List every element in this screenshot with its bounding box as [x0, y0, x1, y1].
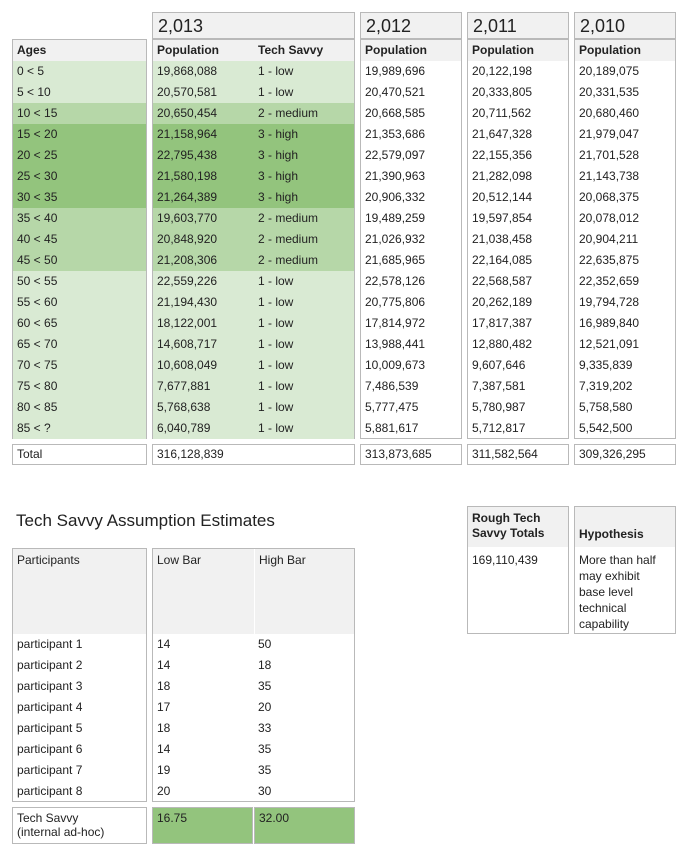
participants-header: [13, 549, 146, 634]
low-bar-value: 18: [157, 679, 171, 693]
population-value: 21,038,458: [472, 232, 533, 246]
population-value: 17,814,972: [365, 316, 426, 330]
year-2010-row: [575, 145, 675, 166]
ages-column: [12, 39, 147, 439]
population-header: Population: [365, 43, 427, 57]
year-2010-row: [575, 397, 675, 418]
participant-bar-row: [153, 739, 354, 760]
ages-header: Ages: [17, 43, 47, 57]
age-range: 65 < 70: [17, 337, 58, 351]
tech-savvy-value: 1 - low: [258, 85, 294, 99]
year-2012-row: [361, 187, 461, 208]
year-2010-row: [575, 103, 675, 124]
year-2013-row: [153, 397, 354, 418]
population-value: 20,068,375: [579, 190, 640, 204]
age-range: 10 < 15: [17, 106, 58, 120]
population-value: 20,570,581: [157, 85, 218, 99]
year-2013-row: [153, 376, 354, 397]
age-range: 30 < 35: [17, 190, 58, 204]
low-bar-value: 14: [157, 658, 171, 672]
year-2012-row: [361, 103, 461, 124]
population-value: 19,603,770: [157, 211, 218, 225]
low-bar-value: 20: [157, 784, 171, 798]
year-2013-row: [153, 418, 354, 439]
year-2013-row: [153, 82, 354, 103]
total-2011: [467, 444, 569, 465]
participant-row: [13, 676, 146, 697]
high-bar-value: 35: [258, 679, 272, 693]
population-value: 20,680,460: [579, 106, 640, 120]
participant-bar-row: [153, 634, 354, 655]
participant-row: [13, 739, 146, 760]
year-2013-row: [153, 313, 354, 334]
participant-name: participant 4: [17, 700, 83, 714]
year-2013-header-row: [153, 40, 354, 61]
year-2010-row: [575, 124, 675, 145]
estimates-title: Tech Savvy Assumption Estimates: [16, 511, 275, 530]
tech-savvy-value: 1 - low: [258, 421, 294, 435]
participant-row: [13, 634, 146, 655]
total-2013: [152, 444, 355, 465]
high-bar-value: 35: [258, 742, 272, 756]
tech-savvy-value: 1 - low: [258, 358, 294, 372]
population-header: Population: [579, 43, 641, 57]
age-row: [13, 355, 146, 376]
year-2012-row: [361, 208, 461, 229]
year-2013-row: [153, 229, 354, 250]
participant-bar-row: [153, 760, 354, 781]
participant-name: participant 1: [17, 637, 83, 651]
population-value: 19,868,088: [157, 64, 218, 78]
participant-bar-row: [153, 718, 354, 739]
year-2011-row: [468, 313, 568, 334]
year-2011-row: [468, 271, 568, 292]
year-2011-row: [468, 397, 568, 418]
age-range: 40 < 45: [17, 232, 58, 246]
year-2012-row: [361, 61, 461, 82]
year-2010-row: [575, 61, 675, 82]
year-2010-row: [575, 166, 675, 187]
low-bar-value: 19: [157, 763, 171, 777]
year-2012-row: [361, 418, 461, 439]
year-label: 2,010: [580, 16, 626, 36]
population-value: 22,164,085: [472, 253, 533, 267]
population-value: 16,989,840: [579, 316, 640, 330]
participant-name: participant 3: [17, 679, 83, 693]
age-row: [13, 145, 146, 166]
year-2011-row: [468, 250, 568, 271]
year-header-2012: [360, 12, 462, 39]
high-bar-value: 18: [258, 658, 272, 672]
year-2012-row: [361, 334, 461, 355]
year-2013-row: [153, 208, 354, 229]
year-2010-column: [574, 39, 676, 439]
year-2013-row: [153, 334, 354, 355]
population-value: 20,775,806: [365, 295, 426, 309]
population-value: 7,319,202: [579, 379, 633, 393]
low-bar-value: 18: [157, 721, 171, 735]
year-2010-row: [575, 334, 675, 355]
year-2011-column: [467, 39, 569, 439]
population-value: 10,009,673: [365, 358, 426, 372]
year-2012-row: [361, 166, 461, 187]
participants-header-text: Participants: [17, 553, 80, 567]
year-2011-row: [468, 187, 568, 208]
population-value: 22,578,126: [365, 274, 426, 288]
year-2012-row: [361, 229, 461, 250]
population-value: 21,701,528: [579, 148, 640, 162]
population-value: 20,668,585: [365, 106, 426, 120]
population-value: 21,282,098: [472, 169, 533, 183]
population-value: 21,390,963: [365, 169, 426, 183]
age-row: [13, 397, 146, 418]
year-2010-row: [575, 208, 675, 229]
participant-row: [13, 697, 146, 718]
participant-bar-row: [153, 676, 354, 697]
population-value: 21,143,738: [579, 169, 640, 183]
year-2010-row: [575, 313, 675, 334]
tech-savvy-value: 3 - high: [258, 190, 299, 204]
rough-totals-value: 169,110,439: [472, 553, 538, 567]
population-value: 21,194,430: [157, 295, 218, 309]
population-value: 5,768,638: [157, 400, 211, 414]
year-2013-row: [153, 166, 354, 187]
year-2010-row: [575, 271, 675, 292]
year-2013-row: [153, 355, 354, 376]
population-value: 22,579,097: [365, 148, 426, 162]
age-row: [13, 166, 146, 187]
hypothesis-line: base level: [579, 585, 634, 599]
summary-low-value: 16.75: [152, 807, 253, 844]
age-range: 50 < 55: [17, 274, 58, 288]
total-2010: [574, 444, 676, 465]
year-2010-row: [575, 355, 675, 376]
summary-high-value: 32.00: [254, 807, 355, 844]
population-value: 5,780,987: [472, 400, 526, 414]
population-value: 20,331,535: [579, 85, 640, 99]
population-value: 9,607,646: [472, 358, 526, 372]
year-2010-header-row: [575, 40, 675, 61]
hypothesis-line: More than half: [579, 553, 656, 567]
population-value: 20,650,454: [157, 106, 218, 120]
tech-savvy-value: 1 - low: [258, 295, 294, 309]
year-2010-row: [575, 418, 675, 439]
population-value: 5,777,475: [365, 400, 419, 414]
year-2011-row: [468, 61, 568, 82]
low-bar-value: 14: [157, 637, 171, 651]
population-value: 22,568,587: [472, 274, 533, 288]
year-2011-row: [468, 82, 568, 103]
year-2010-row: [575, 292, 675, 313]
year-2012-row: [361, 124, 461, 145]
population-header: Population: [157, 43, 219, 57]
year-2012-row: [361, 250, 461, 271]
age-row: [13, 82, 146, 103]
population-value: 20,262,189: [472, 295, 533, 309]
participants-column: [12, 548, 147, 802]
participant-row: [13, 655, 146, 676]
population-value: 21,208,306: [157, 253, 218, 267]
age-row: [13, 376, 146, 397]
participant-name: participant 7: [17, 763, 83, 777]
population-value: 21,979,047: [579, 127, 640, 141]
population-value: 21,580,198: [157, 169, 218, 183]
low-bar-header: Low Bar: [157, 553, 202, 567]
population-value: 22,352,659: [579, 274, 640, 288]
participant-row: [13, 781, 146, 802]
population-value: 19,794,728: [579, 295, 640, 309]
population-value: 20,904,211: [579, 232, 639, 246]
age-row: [13, 313, 146, 334]
tech-savvy-value: 2 - medium: [258, 106, 319, 120]
year-2012-row: [361, 376, 461, 397]
year-2010-row: [575, 250, 675, 271]
age-row: [13, 124, 146, 145]
population-value: 14,608,717: [157, 337, 218, 351]
low-bar-value: 17: [157, 700, 171, 714]
population-value: 10,608,049: [157, 358, 218, 372]
total-2011-value: 311,582,564: [472, 447, 538, 461]
tech-savvy-summary-label: [12, 807, 147, 844]
population-value: 21,685,965: [365, 253, 426, 267]
year-2012-row: [361, 82, 461, 103]
year-header-2013: [152, 12, 355, 39]
tech-savvy-value: 1 - low: [258, 379, 294, 393]
year-2013-row: [153, 271, 354, 292]
population-value: 21,264,389: [157, 190, 218, 204]
year-2011-row: [468, 418, 568, 439]
tech-savvy-value: 3 - high: [258, 169, 299, 183]
participant-name: participant 6: [17, 742, 83, 756]
age-range: 5 < 10: [17, 85, 51, 99]
population-value: 13,988,441: [365, 337, 426, 351]
year-2013-row: [153, 145, 354, 166]
rough-totals-box: [467, 506, 569, 634]
age-range: 85 < ?: [17, 421, 51, 435]
total-2012-value: 313,873,685: [365, 447, 432, 461]
tech-savvy-value: 1 - low: [258, 337, 294, 351]
year-2011-row: [468, 145, 568, 166]
population-value: 18,122,001: [157, 316, 218, 330]
population-value: 5,542,500: [579, 421, 633, 435]
population-value: 21,026,932: [365, 232, 426, 246]
rough-header-line2: Savvy Totals: [472, 526, 545, 540]
rough-header-line1: Rough Tech: [472, 511, 541, 525]
population-value: 20,906,332: [365, 190, 426, 204]
population-value: 20,848,920: [157, 232, 218, 246]
participant-bar-row: [153, 655, 354, 676]
hypothesis-line: capability: [579, 617, 630, 631]
year-2013-row: [153, 292, 354, 313]
age-row: [13, 271, 146, 292]
population-value: 20,470,521: [365, 85, 426, 99]
year-2013-row: [153, 61, 354, 82]
total-label-text: Total: [17, 447, 43, 461]
high-bar-value: 35: [258, 763, 272, 777]
tech-savvy-value: 2 - medium: [258, 211, 319, 225]
year-label: 2,011: [473, 16, 517, 36]
year-header-2011: [467, 12, 569, 39]
age-range: 45 < 50: [17, 253, 58, 267]
tech-savvy-value: 1 - low: [258, 316, 294, 330]
age-row: [13, 187, 146, 208]
population-value: 20,078,012: [579, 211, 640, 225]
population-value: 22,559,226: [157, 274, 218, 288]
year-2012-column: [360, 39, 462, 439]
participant-row: [13, 718, 146, 739]
low-bar-value: 14: [157, 742, 171, 756]
high-bar-value: 20: [258, 700, 272, 714]
population-value: 20,189,075: [579, 64, 640, 78]
age-range: 55 < 60: [17, 295, 58, 309]
year-2011-row: [468, 229, 568, 250]
year-2011-row: [468, 103, 568, 124]
hypothesis-text: [579, 552, 656, 632]
age-range: 70 < 75: [17, 358, 58, 372]
population-value: 5,758,580: [579, 400, 633, 414]
population-value: 20,122,198: [472, 64, 533, 78]
population-value: 7,387,581: [472, 379, 526, 393]
age-row: [13, 229, 146, 250]
total-label: [12, 444, 147, 465]
total-2013-value: 316,128,839: [157, 447, 224, 461]
population-value: 17,817,387: [472, 316, 533, 330]
population-value: 20,512,144: [472, 190, 533, 204]
population-value: 12,880,482: [472, 337, 533, 351]
total-2010-value: 309,326,295: [579, 447, 646, 461]
year-label: 2,013: [158, 16, 204, 36]
year-2012-row: [361, 397, 461, 418]
year-2011-row: [468, 166, 568, 187]
tech-savvy-value: 1 - low: [258, 64, 294, 78]
population-value: 20,711,562: [472, 106, 532, 120]
population-value: 22,155,356: [472, 148, 533, 162]
year-2013-row: [153, 250, 354, 271]
population-value: 22,795,438: [157, 148, 218, 162]
tech-savvy-value: 2 - medium: [258, 253, 319, 267]
age-range: 80 < 85: [17, 400, 58, 414]
age-row: [13, 418, 146, 439]
tech-savvy-header: Tech Savvy: [258, 43, 324, 57]
year-header-2010: [574, 12, 676, 39]
age-range: 25 < 30: [17, 169, 58, 183]
year-2012-row: [361, 271, 461, 292]
population-value: 19,597,854: [472, 211, 533, 225]
ages-header-row: [13, 40, 146, 61]
population-value: 19,989,696: [365, 64, 426, 78]
year-2010-row: [575, 229, 675, 250]
year-2011-row: [468, 376, 568, 397]
age-row: [13, 103, 146, 124]
population-value: 5,712,817: [472, 421, 526, 435]
high-bar-value: 50: [258, 637, 272, 651]
population-value: 20,333,805: [472, 85, 533, 99]
year-2013-row: [153, 124, 354, 145]
age-row: [13, 334, 146, 355]
population-value: 19,489,259: [365, 211, 426, 225]
year-2012-row: [361, 145, 461, 166]
year-2012-row: [361, 355, 461, 376]
age-range: 60 < 65: [17, 316, 58, 330]
age-row: [13, 250, 146, 271]
hypothesis-box: [574, 506, 676, 634]
age-range: 15 < 20: [17, 127, 58, 141]
hypothesis-header: Hypothesis: [575, 507, 675, 547]
population-value: 9,335,839: [579, 358, 633, 372]
age-row: [13, 208, 146, 229]
population-value: 21,353,686: [365, 127, 426, 141]
rough-totals-header: [468, 507, 568, 547]
total-2012: [360, 444, 462, 465]
population-value: 5,881,617: [365, 421, 419, 435]
year-2010-row: [575, 187, 675, 208]
population-value: 21,647,328: [472, 127, 533, 141]
age-range: 0 < 5: [17, 64, 45, 78]
population-value: 21,158,964: [157, 127, 218, 141]
year-2013-columns: [152, 39, 355, 439]
age-row: [13, 292, 146, 313]
high-bar-header: High Bar: [254, 549, 354, 634]
population-value: 7,486,539: [365, 379, 419, 393]
year-2011-header-row: [468, 40, 568, 61]
participant-bar-row: [153, 781, 354, 802]
population-value: 6,040,789: [157, 421, 211, 435]
bars-columns: [152, 548, 355, 802]
year-2011-row: [468, 334, 568, 355]
population-value: 7,677,881: [157, 379, 211, 393]
year-2012-header-row: [361, 40, 461, 61]
population-value: 22,635,875: [579, 253, 640, 267]
age-range: 20 < 25: [17, 148, 58, 162]
age-range: 35 < 40: [17, 211, 58, 225]
age-range: 75 < 80: [17, 379, 58, 393]
hypothesis-line: technical: [579, 601, 627, 615]
year-2013-row: [153, 103, 354, 124]
participant-name: participant 8: [17, 784, 83, 798]
hypothesis-line: may exhibit: [579, 569, 640, 583]
year-2011-row: [468, 292, 568, 313]
year-2010-row: [575, 82, 675, 103]
population-value: 12,521,091: [579, 337, 640, 351]
high-bar-value: 33: [258, 721, 272, 735]
year-2010-row: [575, 376, 675, 397]
year-2012-row: [361, 292, 461, 313]
participant-name: participant 2: [17, 658, 83, 672]
tech-savvy-value: 3 - high: [258, 148, 299, 162]
participant-row: [13, 760, 146, 781]
summary-label-line1: Tech Savvy: [17, 811, 79, 825]
year-label: 2,012: [366, 16, 412, 36]
year-2011-row: [468, 208, 568, 229]
tech-savvy-value: 2 - medium: [258, 232, 319, 246]
summary-label-line2: (internal ad-hoc): [17, 825, 105, 839]
participant-bar-row: [153, 697, 354, 718]
year-2011-row: [468, 355, 568, 376]
age-row: [13, 61, 146, 82]
high-bar-value: 30: [258, 784, 272, 798]
year-2013-row: [153, 187, 354, 208]
population-header: Population: [472, 43, 534, 57]
year-2012-row: [361, 313, 461, 334]
participant-name: participant 5: [17, 721, 83, 735]
bars-header: [153, 549, 354, 634]
tech-savvy-value: 1 - low: [258, 274, 294, 288]
year-2011-row: [468, 124, 568, 145]
tech-savvy-value: 3 - high: [258, 127, 299, 141]
tech-savvy-value: 1 - low: [258, 400, 294, 414]
